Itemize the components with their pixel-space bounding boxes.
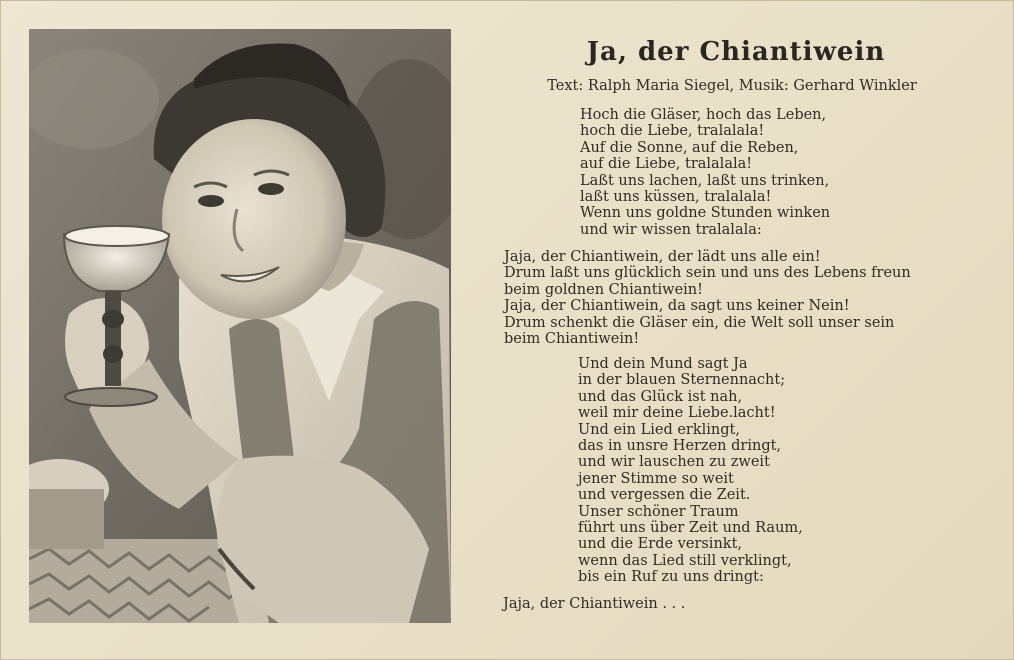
lyric-line: beim Chiantiwein! [504,331,640,348]
lyric-line: Und dein Mund sagt Ja [578,356,748,372]
lyric-line: das in unsre Herzen dringt, [578,438,782,455]
lyric-line: Unser schöner Traum [578,503,739,520]
lyric-line: Auf die Sonne, auf die Reben, [580,139,799,156]
closing-stanza [503,596,685,612]
lyric-line: und wir wissen tralalala: [580,221,762,238]
lyric-line: beim goldnen Chiantiwein! [504,281,703,298]
lyric-line: Hoch die Gläser, hoch das Leben, [580,107,827,123]
verse-stanza [580,107,830,238]
lyric-line: Und ein Lied erklingt, [578,421,740,438]
lyric-line: und wir lauschen zu zweit [578,454,770,471]
lyric-line: hoch die Liebe, tralalala! [580,123,765,140]
lyric-line: auf die Liebe, tralalala! [580,156,753,173]
lyric-line: Jaja, der Chiantiwein, der lädt uns alle ein! [504,249,821,265]
song-title: Ja, der Chiantiwein [586,37,886,67]
lyric-line: Jaja, der Chiantiwein . . . [503,596,686,612]
woman-with-wine-glass-photo [29,29,451,623]
bridge-stanza [578,356,803,586]
song-credits: Text: Ralph Maria Siegel, Musik: Gerhard Winkler [547,78,917,94]
lyric-line: Drum laßt uns glücklich sein und uns des Lebens freun [504,265,911,282]
lyric-line: Jaja, der Chiantiwein, da sagt uns keiner Nein! [504,298,850,315]
lyric-line: Laßt uns lachen, laßt uns trinken, [580,172,830,189]
lyric-line: weil mir deine Liebe.lacht! [578,405,776,422]
lyric-line: Wenn uns goldne Stunden winken [580,205,831,222]
lyric-line: und die Erde versinkt, [578,536,743,553]
lyric-line: jener Stimme so weit [578,470,734,487]
lyric-line: wenn das Lied still verklingt, [578,552,792,569]
chorus-stanza [504,249,911,347]
lyric-line: in der blauen Sternennacht; [578,372,786,389]
lyric-line: bis ein Ruf zu uns dringt: [578,569,764,586]
lyric-line: und das Glück ist nah, [578,388,743,405]
lyric-line: laßt uns küssen, tralalala! [580,189,772,206]
lyric-line: Drum schenkt die Gläser ein, die Welt soll unser sein [504,314,895,331]
lyric-line: und vergessen die Zeit. [578,487,751,504]
lyric-line: führt uns über Zeit und Raum, [578,520,803,537]
